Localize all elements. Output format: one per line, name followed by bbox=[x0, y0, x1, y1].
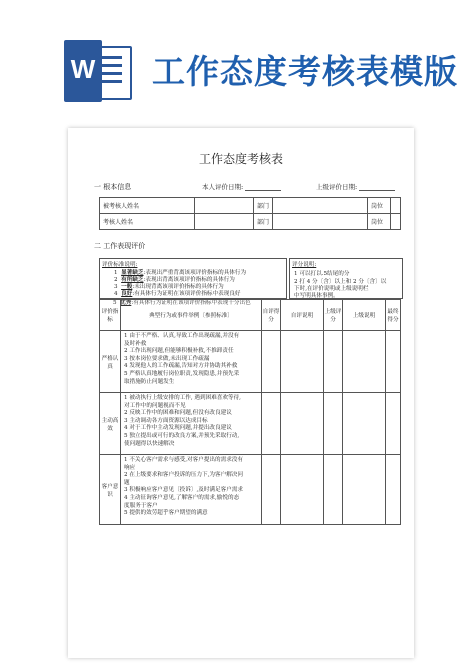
behavior-item: 4 对于工作中主动发现问题,并提出改良建议 bbox=[124, 425, 232, 432]
sup-score-cell[interactable] bbox=[324, 331, 343, 393]
info-row bbox=[100, 214, 401, 230]
scoring-line: 1 可以打以.5结尾的分 bbox=[294, 271, 350, 277]
self-eval-date-field[interactable] bbox=[245, 184, 281, 191]
header-sup-note: 上级说明 bbox=[343, 300, 386, 331]
sup-eval-date bbox=[316, 182, 395, 191]
name-value[interactable] bbox=[195, 198, 254, 214]
table-row bbox=[100, 455, 401, 525]
name-value[interactable] bbox=[195, 214, 254, 230]
behavior-item: 5 提供的效劳超乎客户期望的满意 bbox=[124, 510, 208, 517]
self-eval-date-label: 本人评价日期: bbox=[202, 183, 244, 191]
pos-value[interactable] bbox=[391, 198, 401, 214]
dept-value[interactable] bbox=[273, 198, 368, 214]
behavior-item: 2 反映工作中的困难和问题,但没有改良建议 bbox=[124, 410, 232, 417]
behavior-item: 响应 bbox=[124, 464, 136, 471]
scoring-line: 中写明具体事例。 bbox=[294, 293, 339, 299]
behavior-item: 取措施防止问题发生 bbox=[124, 378, 175, 385]
sup-eval-date-label: 上级评价日期: bbox=[316, 183, 358, 191]
behavior-item: 使问题得以快速解决 bbox=[124, 440, 175, 447]
header-self-score: 自评得分 bbox=[262, 300, 281, 331]
criteria-line: 1 显著缺乏:表现出严重背离该项评价指标的具体行为 bbox=[114, 270, 247, 276]
sup-eval-date-field[interactable] bbox=[359, 184, 395, 191]
pos-label: 岗位 bbox=[368, 198, 391, 214]
category-items bbox=[121, 331, 262, 393]
table-row bbox=[100, 393, 401, 455]
sup-score-cell[interactable] bbox=[324, 393, 343, 455]
behavior-item: 1 由于不严格、认真,导致工作出现疏漏,并没有 bbox=[124, 333, 240, 339]
behavior-item: 4 主动征询客户意见,了解客户的需求,愉悦的态 bbox=[124, 494, 240, 501]
behavior-item: 度服务于客户 bbox=[124, 502, 158, 509]
document-page bbox=[68, 128, 414, 658]
sup-note-cell[interactable] bbox=[343, 331, 386, 393]
scoring-line: 2 打 4 分〔含〕以上和 2 分〔含〕以 bbox=[294, 279, 387, 285]
behavior-item: 3 主动调动各方面资源以达成目标 bbox=[124, 417, 208, 424]
self-note-cell[interactable] bbox=[281, 331, 324, 393]
table-row bbox=[100, 331, 401, 393]
dept-label: 部门 bbox=[254, 214, 273, 230]
final-score-cell[interactable] bbox=[386, 331, 401, 393]
scoring-box bbox=[289, 258, 403, 299]
final-score-cell[interactable] bbox=[386, 393, 401, 455]
behavior-item: 1 不关心客户需求与感受,对客户提出的需求没有 bbox=[124, 457, 243, 463]
criteria-line: 4 良好:有具体行为证明在该项评价指标中表现良好 bbox=[114, 291, 241, 297]
table-header-row bbox=[100, 300, 401, 331]
behavior-item: 3 积极响应客户意见〔投诉〕,及时满足客户需求 bbox=[124, 487, 243, 494]
self-note-cell[interactable] bbox=[281, 455, 324, 525]
sup-score-cell[interactable] bbox=[324, 455, 343, 525]
behavior-item: 2 工作出现问题,但能够积极补救,不推卸责任 bbox=[124, 348, 234, 355]
category-proactive: 主动高效 bbox=[100, 393, 121, 455]
basic-info-table bbox=[99, 197, 401, 230]
final-score-cell[interactable] bbox=[386, 455, 401, 525]
name-label: 被考核人姓名 bbox=[100, 198, 195, 214]
scoring-heading: 评分说明: bbox=[292, 262, 317, 268]
self-score-cell[interactable] bbox=[262, 455, 281, 525]
behavior-item: 对工作中的问题视而不见 bbox=[124, 402, 186, 409]
pos-label: 岗位 bbox=[368, 214, 391, 230]
pos-value[interactable] bbox=[391, 214, 401, 230]
evaluation-table bbox=[99, 299, 401, 525]
behavior-item: 1 被动执行上级安排的工作, 遇到困难喜欢等待, bbox=[124, 395, 241, 401]
category-items bbox=[121, 393, 262, 455]
self-eval-date bbox=[202, 182, 281, 191]
sup-note-cell[interactable] bbox=[343, 393, 386, 455]
header-indicator: 评价指标 bbox=[100, 300, 121, 331]
info-row bbox=[100, 198, 401, 214]
sup-note-cell[interactable] bbox=[343, 455, 386, 525]
self-note-cell[interactable] bbox=[281, 393, 324, 455]
criteria-line-5: 5 优秀:有具体行为证明在该项评价指标中表现十分出色 bbox=[113, 300, 251, 306]
behavior-item: 2 在上级要求和客户投诉的压力下,为客户解决问 bbox=[124, 472, 243, 479]
behavior-item: 3 按本岗位要求做,未出现工作疏漏 bbox=[124, 355, 210, 362]
criteria-line: 3 一般:未出现背离该项评价指标的具体行为 bbox=[114, 284, 224, 290]
behavior-item: 4 发现他人的工作疏漏,告知对方并协助其补救 bbox=[124, 363, 238, 370]
dept-value[interactable] bbox=[273, 214, 368, 230]
criteria-heading: 评价标准说明: bbox=[102, 262, 138, 268]
category-items bbox=[121, 455, 262, 525]
header-behaviors: 典型行为或事件举例〔参照标准〕 bbox=[121, 300, 262, 331]
scoring-line: 下时,在评价说明或上级说明栏 bbox=[294, 286, 369, 292]
section-basic-info: 一 根本信息 bbox=[94, 183, 132, 191]
behavior-item: 5 严格认真地履行岗位职责,发现隐患,并预先采 bbox=[124, 370, 240, 377]
behavior-item: 题 bbox=[124, 479, 130, 486]
header-final-score: 最终得分 bbox=[386, 300, 401, 331]
category-strict: 严格认真 bbox=[100, 331, 121, 393]
header-sup-score: 上级评分 bbox=[324, 300, 343, 331]
criteria-line: 2 有所缺乏:表现出背离该项评价指标的具体行为 bbox=[114, 277, 235, 283]
behavior-item: 5 独立提出或可行的改良方案,并预先采取行动, bbox=[124, 432, 240, 439]
self-score-cell[interactable] bbox=[262, 393, 281, 455]
document-title: 工作态度考核表 bbox=[198, 152, 283, 166]
word-letter: W bbox=[70, 54, 96, 84]
self-score-cell[interactable] bbox=[262, 331, 281, 393]
header-self-note: 自评说明 bbox=[281, 300, 324, 331]
criteria-box bbox=[99, 258, 287, 299]
category-customer: 客户意识 bbox=[100, 455, 121, 525]
word-icon bbox=[64, 40, 130, 102]
section-performance: 二 工作表现评价 bbox=[94, 242, 146, 250]
banner-title: 工作态度考核表模版 bbox=[152, 52, 458, 91]
banner bbox=[0, 0, 474, 122]
name-label: 考核人姓名 bbox=[100, 214, 195, 230]
behavior-item: 及时补救 bbox=[124, 340, 147, 347]
dept-label: 部门 bbox=[254, 198, 273, 214]
